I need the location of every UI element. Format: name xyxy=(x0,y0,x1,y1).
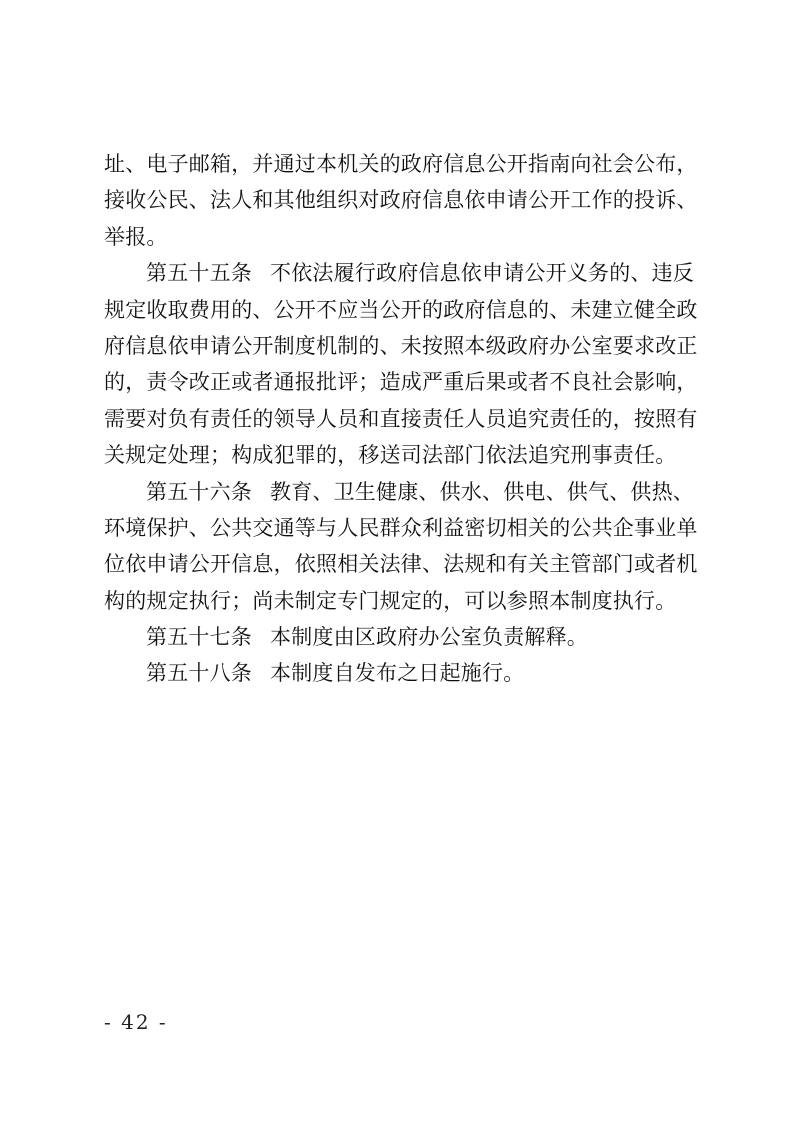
article-55-label: 第五十五条 xyxy=(146,261,252,286)
article-56-line xyxy=(104,474,694,510)
article-55-text: 需要对负有责任的领导人员和直接责任人员追究责任的，按照有 xyxy=(104,406,698,431)
page-number: - 42 - xyxy=(104,1010,168,1034)
article-57-line xyxy=(104,619,689,655)
article-56-text: 环境保护、公共交通等与人民群众利益密切相关的公共企事业单 xyxy=(104,515,698,540)
document-body xyxy=(104,146,698,692)
article-58-text: 本制度自发布之日起施行。 xyxy=(270,661,525,686)
article-55-text: 规定收取费用的、公开不应当公开的政府信息的、未建立健全政 xyxy=(104,297,698,322)
article-55-text: 府信息依申请公开制度机制的、未按照本级政府办公室要求改正 xyxy=(104,333,698,358)
article-56-text: 构的规定执行；尚未制定专门规定的，可以参照本制度执行。 xyxy=(104,588,677,613)
article-56-text: 位依申请公开信息，依照相关法律、法规和有关主管部门或者机 xyxy=(104,552,698,577)
article-55-text: 关规定处理；构成犯罪的，移送司法部门依法追究刑事责任。 xyxy=(104,443,677,468)
article-56-label: 第五十六条 xyxy=(146,479,252,504)
article-57-label: 第五十七条 xyxy=(146,625,252,650)
paragraph-line: 接收公民、法人和其他组织对政府信息依申请公开工作的投诉、 xyxy=(104,188,698,213)
article-58-label: 第五十八条 xyxy=(146,661,252,686)
article-58-line xyxy=(104,655,689,691)
paragraph-line: 举报。 xyxy=(104,224,168,249)
article-56-text: 教育、卫生健康、供水、供电、供气、供热、 xyxy=(270,479,694,504)
article-55-text: 不依法履行政府信息依申请公开义务的、违反 xyxy=(270,261,694,286)
article-57-text: 本制度由区政府办公室负责解释。 xyxy=(270,625,588,650)
paragraph-line: 址、电子邮箱，并通过本机关的政府信息公开指南向社会公布， xyxy=(104,152,698,176)
article-55-text: 的，责令改正或者通报批评；造成严重后果或者不良社会影响， xyxy=(104,370,698,395)
article-55-line xyxy=(104,255,694,291)
